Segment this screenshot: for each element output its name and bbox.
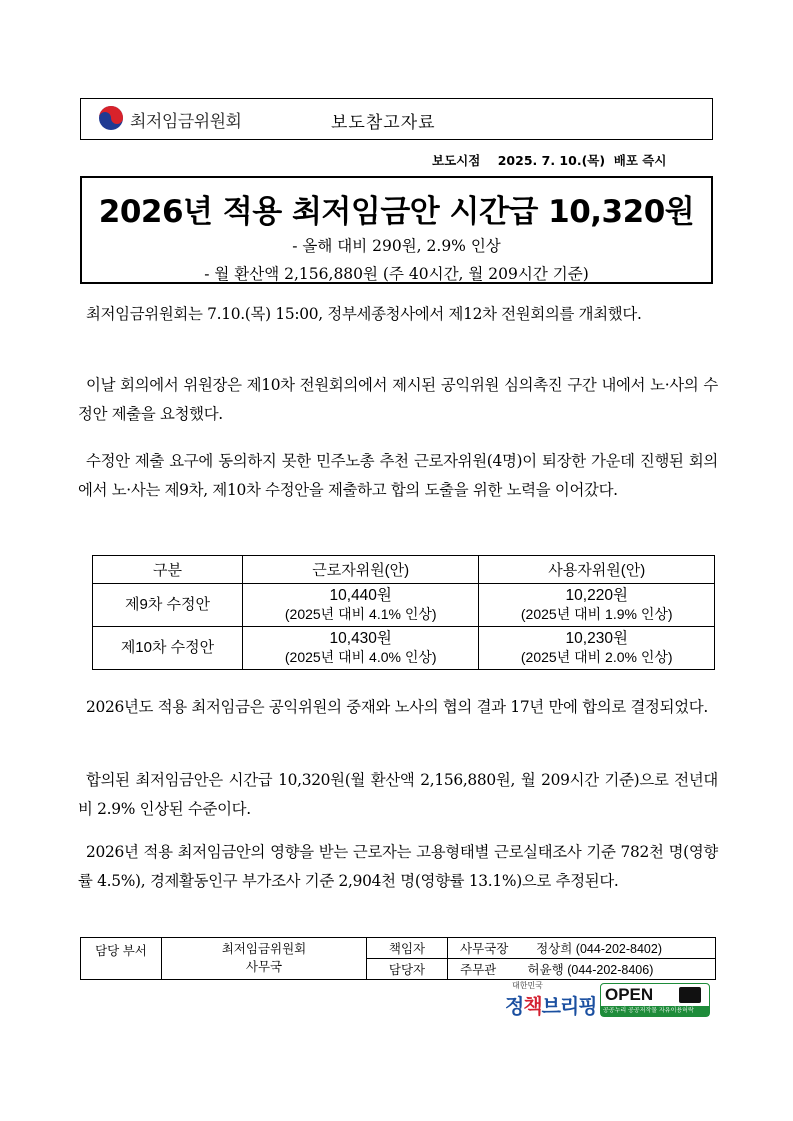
org-name: 최저임금위원회 — [130, 112, 242, 132]
minimum-wage-commission-logo — [98, 105, 124, 131]
worker-change: (2025년 대비 4.0% 인상) — [284, 649, 437, 665]
dept-name-2: 사무국 — [245, 960, 283, 974]
policy-logo-part: 정 — [505, 994, 524, 1018]
employer-proposal — [479, 627, 715, 670]
paragraph-impact: 2026년 적용 최저임금안의 영향을 받는 근로자는 고용형태별 근로실태조사 기준 782천 명(영향률 4.5%), 경제활동인구 부가조사 기준 2,904천 명(영향률 13.1%)으로 추정된다. — [78, 843, 718, 890]
contact-role: 담당자 — [367, 959, 448, 980]
row-label: 제9차 수정안 — [93, 584, 243, 627]
employer-change: (2025년 대비 2.0% 인상) — [520, 649, 673, 665]
release-label: 보도시점 — [432, 153, 481, 168]
employer-change: (2025년 대비 1.9% 인상) — [520, 606, 673, 622]
contact-role: 책임자 — [367, 938, 448, 959]
paragraph-meeting: 최저임금위원회는 7.10.(목) 15:00, 정부세종청사에서 제12차 전원회의를 개최했다. — [86, 305, 642, 323]
table-row — [93, 627, 715, 670]
open-license-text: OPEN — [605, 985, 654, 1004]
worker-value: 10,430원 — [329, 630, 392, 647]
page-title: 2026년 적용 최저임금안 시간급 10,320원 — [98, 194, 695, 230]
table-row — [93, 584, 715, 627]
employer-value: 10,220원 — [565, 587, 628, 604]
doc-type: 보도참고자료 — [331, 113, 436, 133]
table-header-row — [93, 556, 715, 584]
contact-table — [80, 937, 716, 980]
paragraph-proposals: 수정안 제출 요구에 동의하지 못한 민주노총 추천 근로자위원(4명)이 퇴장한 가운데 진행된 회의에서 노·사는 제9차, 제10차 수정안을 제출하고 합의 도출을 위한 노력을 이어갔다. — [78, 452, 718, 499]
worker-change: (2025년 대비 4.1% 인상) — [284, 606, 437, 622]
contact-person — [448, 959, 716, 980]
paragraph-agreement: 2026년도 적용 최저임금은 공익위원의 중재와 노사의 협의 결과 17년 만에 합의로 결정되었다. — [86, 698, 708, 716]
contact-title: 사무국장 — [460, 942, 509, 956]
employer-value: 10,230원 — [565, 630, 628, 647]
policy-logo-part: 책 — [523, 994, 542, 1018]
contact-name-phone: 허윤행 (044-202-8406) — [527, 963, 654, 977]
proposal-table — [92, 555, 715, 670]
contact-person — [448, 938, 716, 959]
release-date: 2025. 7. 10.(목) — [497, 153, 606, 168]
country-label: 대한민국 — [512, 981, 543, 990]
release-line — [432, 151, 666, 169]
employer-proposal — [479, 584, 715, 627]
dept-name-1: 최저임금위원회 — [221, 942, 307, 956]
contact-title: 주무관 — [460, 963, 497, 977]
dept-name — [162, 938, 367, 980]
paragraph-amount: 합의된 최저임금안은 시간급 10,320원(월 환산액 2,156,880원, 월 209시간 기준)으로 전년대비 2.9% 인상된 수준이다. — [78, 771, 718, 818]
worker-proposal — [242, 627, 479, 670]
contact-name-phone: 정상희 (044-202-8402) — [536, 942, 662, 956]
worker-value: 10,440원 — [329, 587, 392, 604]
open-license-caption: 공공누리 공공저작물 자유이용허락 — [603, 1007, 694, 1014]
release-note: 배포 즉시 — [613, 153, 667, 168]
dept-label: 담당 부서 — [81, 938, 162, 980]
subtitle-1: - 올해 대비 290원, 2.9% 인상 — [292, 237, 501, 255]
table-header: 구분 — [93, 556, 243, 584]
worker-proposal — [242, 584, 479, 627]
policy-logo-part: 브리핑 — [541, 994, 597, 1018]
subtitle-2: - 월 환산액 2,156,880원 (주 40시간, 월 209시간 기준) — [204, 265, 589, 283]
contact-row — [81, 938, 716, 959]
row-label: 제10차 수정안 — [93, 627, 243, 670]
paragraph-request: 이날 회의에서 위원장은 제10차 전원회의에서 제시된 공익위원 심의촉진 구간 내에서 노·사의 수정안 제출을 요청했다. — [78, 376, 718, 423]
table-header: 사용자위원(안) — [479, 556, 715, 584]
policy-briefing-logo — [505, 990, 597, 1019]
table-header: 근로자위원(안) — [242, 556, 479, 584]
person-icon — [679, 987, 701, 1003]
